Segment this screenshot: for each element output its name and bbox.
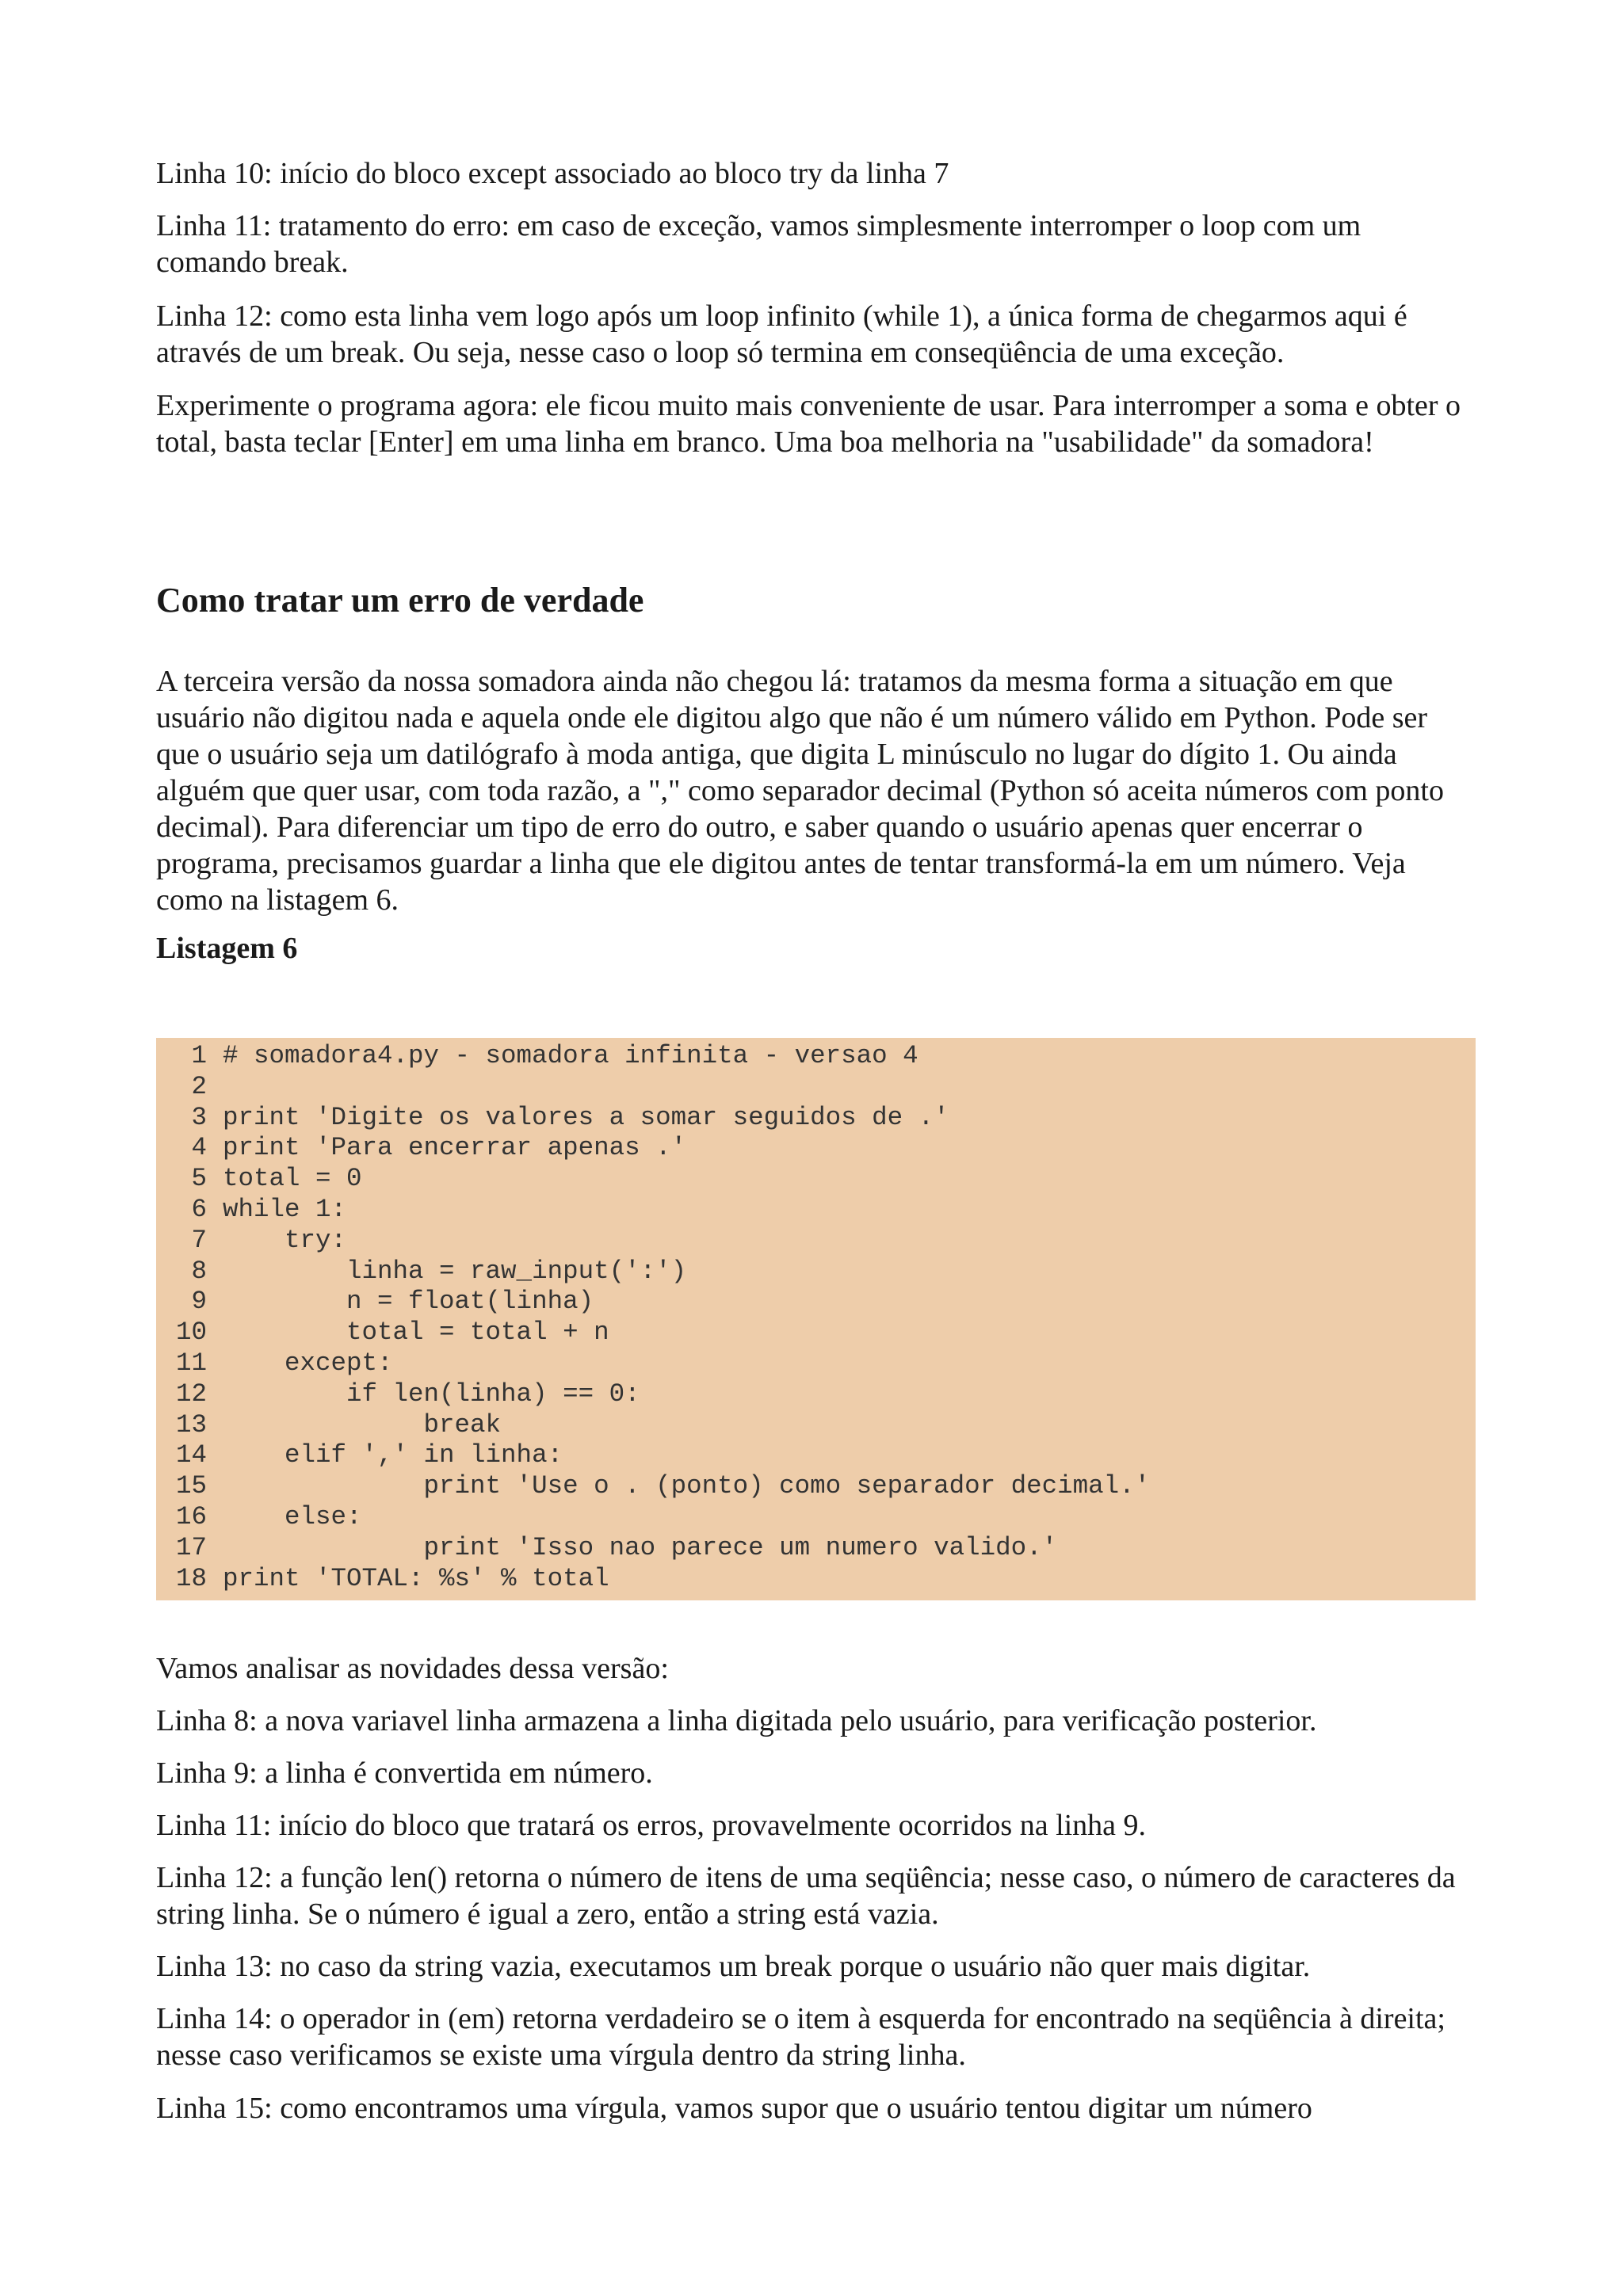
code-line-number: 2 (191, 1071, 207, 1101)
code-line (156, 1164, 1476, 1195)
code-line-text: print 'Isso nao parece um numero valido.' (223, 1532, 1058, 1562)
code-line-number: 1 (191, 1041, 207, 1070)
code-line-number: 13 (175, 1409, 207, 1440)
code-line (156, 1226, 1476, 1257)
code-line (156, 1103, 1476, 1134)
code-line-text: total = total + n (223, 1318, 609, 1348)
paragraph-linha9: Linha 9: a linha é convertida em número. (156, 1756, 653, 1790)
code-line (156, 1041, 1476, 1072)
code-line-text: total = 0 (223, 1164, 362, 1194)
code-line-number: 16 (175, 1501, 207, 1531)
section-heading: Como tratar um erro de verdade (156, 581, 644, 620)
code-line-number: 18 (175, 1563, 207, 1593)
code-line (156, 1287, 1476, 1318)
paragraph-novidades: Vamos analisar as novidades dessa versão: (156, 1652, 669, 1685)
code-line-number: 5 (191, 1164, 207, 1194)
code-line (156, 1348, 1476, 1379)
code-line-text: break (223, 1409, 502, 1440)
code-line-text: try: (223, 1225, 347, 1255)
listing-label: Listagem 6 (156, 932, 298, 965)
code-line (156, 1564, 1476, 1595)
code-line-text: n = float(linha) (223, 1287, 594, 1317)
code-line (156, 1379, 1476, 1410)
code-line (156, 1195, 1476, 1226)
paragraph-linha14: Linha 14: o operador in (em) retorna verdadeiro se o item à esquerda for encontrado na seqüência à direita; nesse caso verificamos se existe uma vírgula dentro da string linha. (156, 2002, 1445, 2072)
paragraph-linha11b: Linha 11: início do bloco que tratará os erros, provavelmente ocorridos na linha 9. (156, 1809, 1147, 1842)
paragraph-line12: Linha 12: como esta linha vem logo após um loop infinito (while 1), a única forma de chegarmos aqui é através de um break. Ou seja, nesse caso o loop só termina em conseqüência de uma exceção. (156, 299, 1407, 369)
code-line-text: # somadora4.py - somadora infinita - versao 4 (223, 1041, 918, 1070)
code-line (156, 1533, 1476, 1564)
paragraph-line11: Linha 11: tratamento do erro: em caso de exceção, vamos simplesmente interromper o loop com um comando break. (156, 209, 1361, 279)
code-line-text: print 'TOTAL: %s' % total (223, 1563, 609, 1593)
code-line-number: 6 (191, 1194, 207, 1224)
code-line (156, 1440, 1476, 1471)
code-line (156, 1410, 1476, 1441)
code-line-text: print 'Para encerrar apenas .' (223, 1133, 687, 1163)
paragraph-linha8: Linha 8: a nova variavel linha armazena a linha digitada pelo usuário, para verificação posterior. (156, 1704, 1317, 1737)
code-line (156, 1471, 1476, 1502)
intro-paragraph: A terceira versão da nossa somadora ainda não chegou lá: tratamos da mesma forma a situação em que usuário não digitou nada e aquela onde ele digitou algo que não é um número válido em Python. Pode ser que o usuário seja um datilógrafo à moda antiga, que digita L minúsculo no lugar do dígito 1. Ou ainda alguém que quer usar, com toda razão, a "," como separador decimal (Python só aceita números com ponto decimal). Para diferenciar um tipo de erro do outro, e saber quando o usuário apenas quer encerrar o programa, precisamos guardar a linha que ele digitou antes de tentar transformá-la em um número. Veja como na listagem 6. (156, 665, 1444, 917)
code-line-number: 8 (191, 1256, 207, 1286)
paragraph-experimente: Experimente o programa agora: ele ficou muito mais conveniente de usar. Para interromper a soma e obter o total, basta teclar [Enter] em uma linha em branco. Uma boa melhoria na "usabilidade" da somadora! (156, 389, 1461, 459)
paragraph-line10: Linha 10: início do bloco except associado ao bloco try da linha 7 (156, 157, 949, 190)
code-listing (156, 1038, 1476, 1600)
code-line-number: 17 (175, 1532, 207, 1562)
code-line-number: 14 (175, 1440, 207, 1470)
code-line-text: while 1: (223, 1194, 347, 1224)
code-line-text: if len(linha) == 0: (223, 1379, 640, 1409)
code-line (156, 1133, 1476, 1164)
code-line-number: 4 (191, 1133, 207, 1163)
code-line (156, 1257, 1476, 1287)
code-line (156, 1502, 1476, 1533)
code-line (156, 1318, 1476, 1348)
code-line-number: 12 (175, 1379, 207, 1409)
code-line-text: elif ',' in linha: (223, 1440, 563, 1470)
code-line-text: else: (223, 1501, 362, 1531)
code-line-number: 7 (191, 1225, 207, 1255)
code-line-number: 11 (175, 1348, 207, 1378)
paragraph-linha12b: Linha 12: a função len() retorna o número de itens de uma seqüência; nesse caso, o número de caracteres da string linha. Se o número é igual a zero, então a string está vazia. (156, 1861, 1456, 1931)
code-line-number: 3 (191, 1102, 207, 1132)
code-line-text: except: (223, 1348, 393, 1378)
code-line-number: 15 (175, 1471, 207, 1501)
paragraph-linha15: Linha 15: como encontramos uma vírgula, vamos supor que o usuário tentou digitar um número (156, 2092, 1312, 2125)
paragraph-linha13: Linha 13: no caso da string vazia, executamos um break porque o usuário não quer mais digitar. (156, 1950, 1311, 1983)
code-line-text: print 'Use o . (ponto) como separador decimal.' (223, 1471, 1151, 1501)
code-line (156, 1072, 1476, 1103)
code-line-text: linha = raw_input(':') (223, 1256, 687, 1286)
code-line-text (207, 1072, 223, 1101)
code-line-text: print 'Digite os valores a somar seguidos de .' (223, 1102, 949, 1132)
code-line-number: 10 (175, 1318, 207, 1348)
code-line-number: 9 (191, 1287, 207, 1317)
